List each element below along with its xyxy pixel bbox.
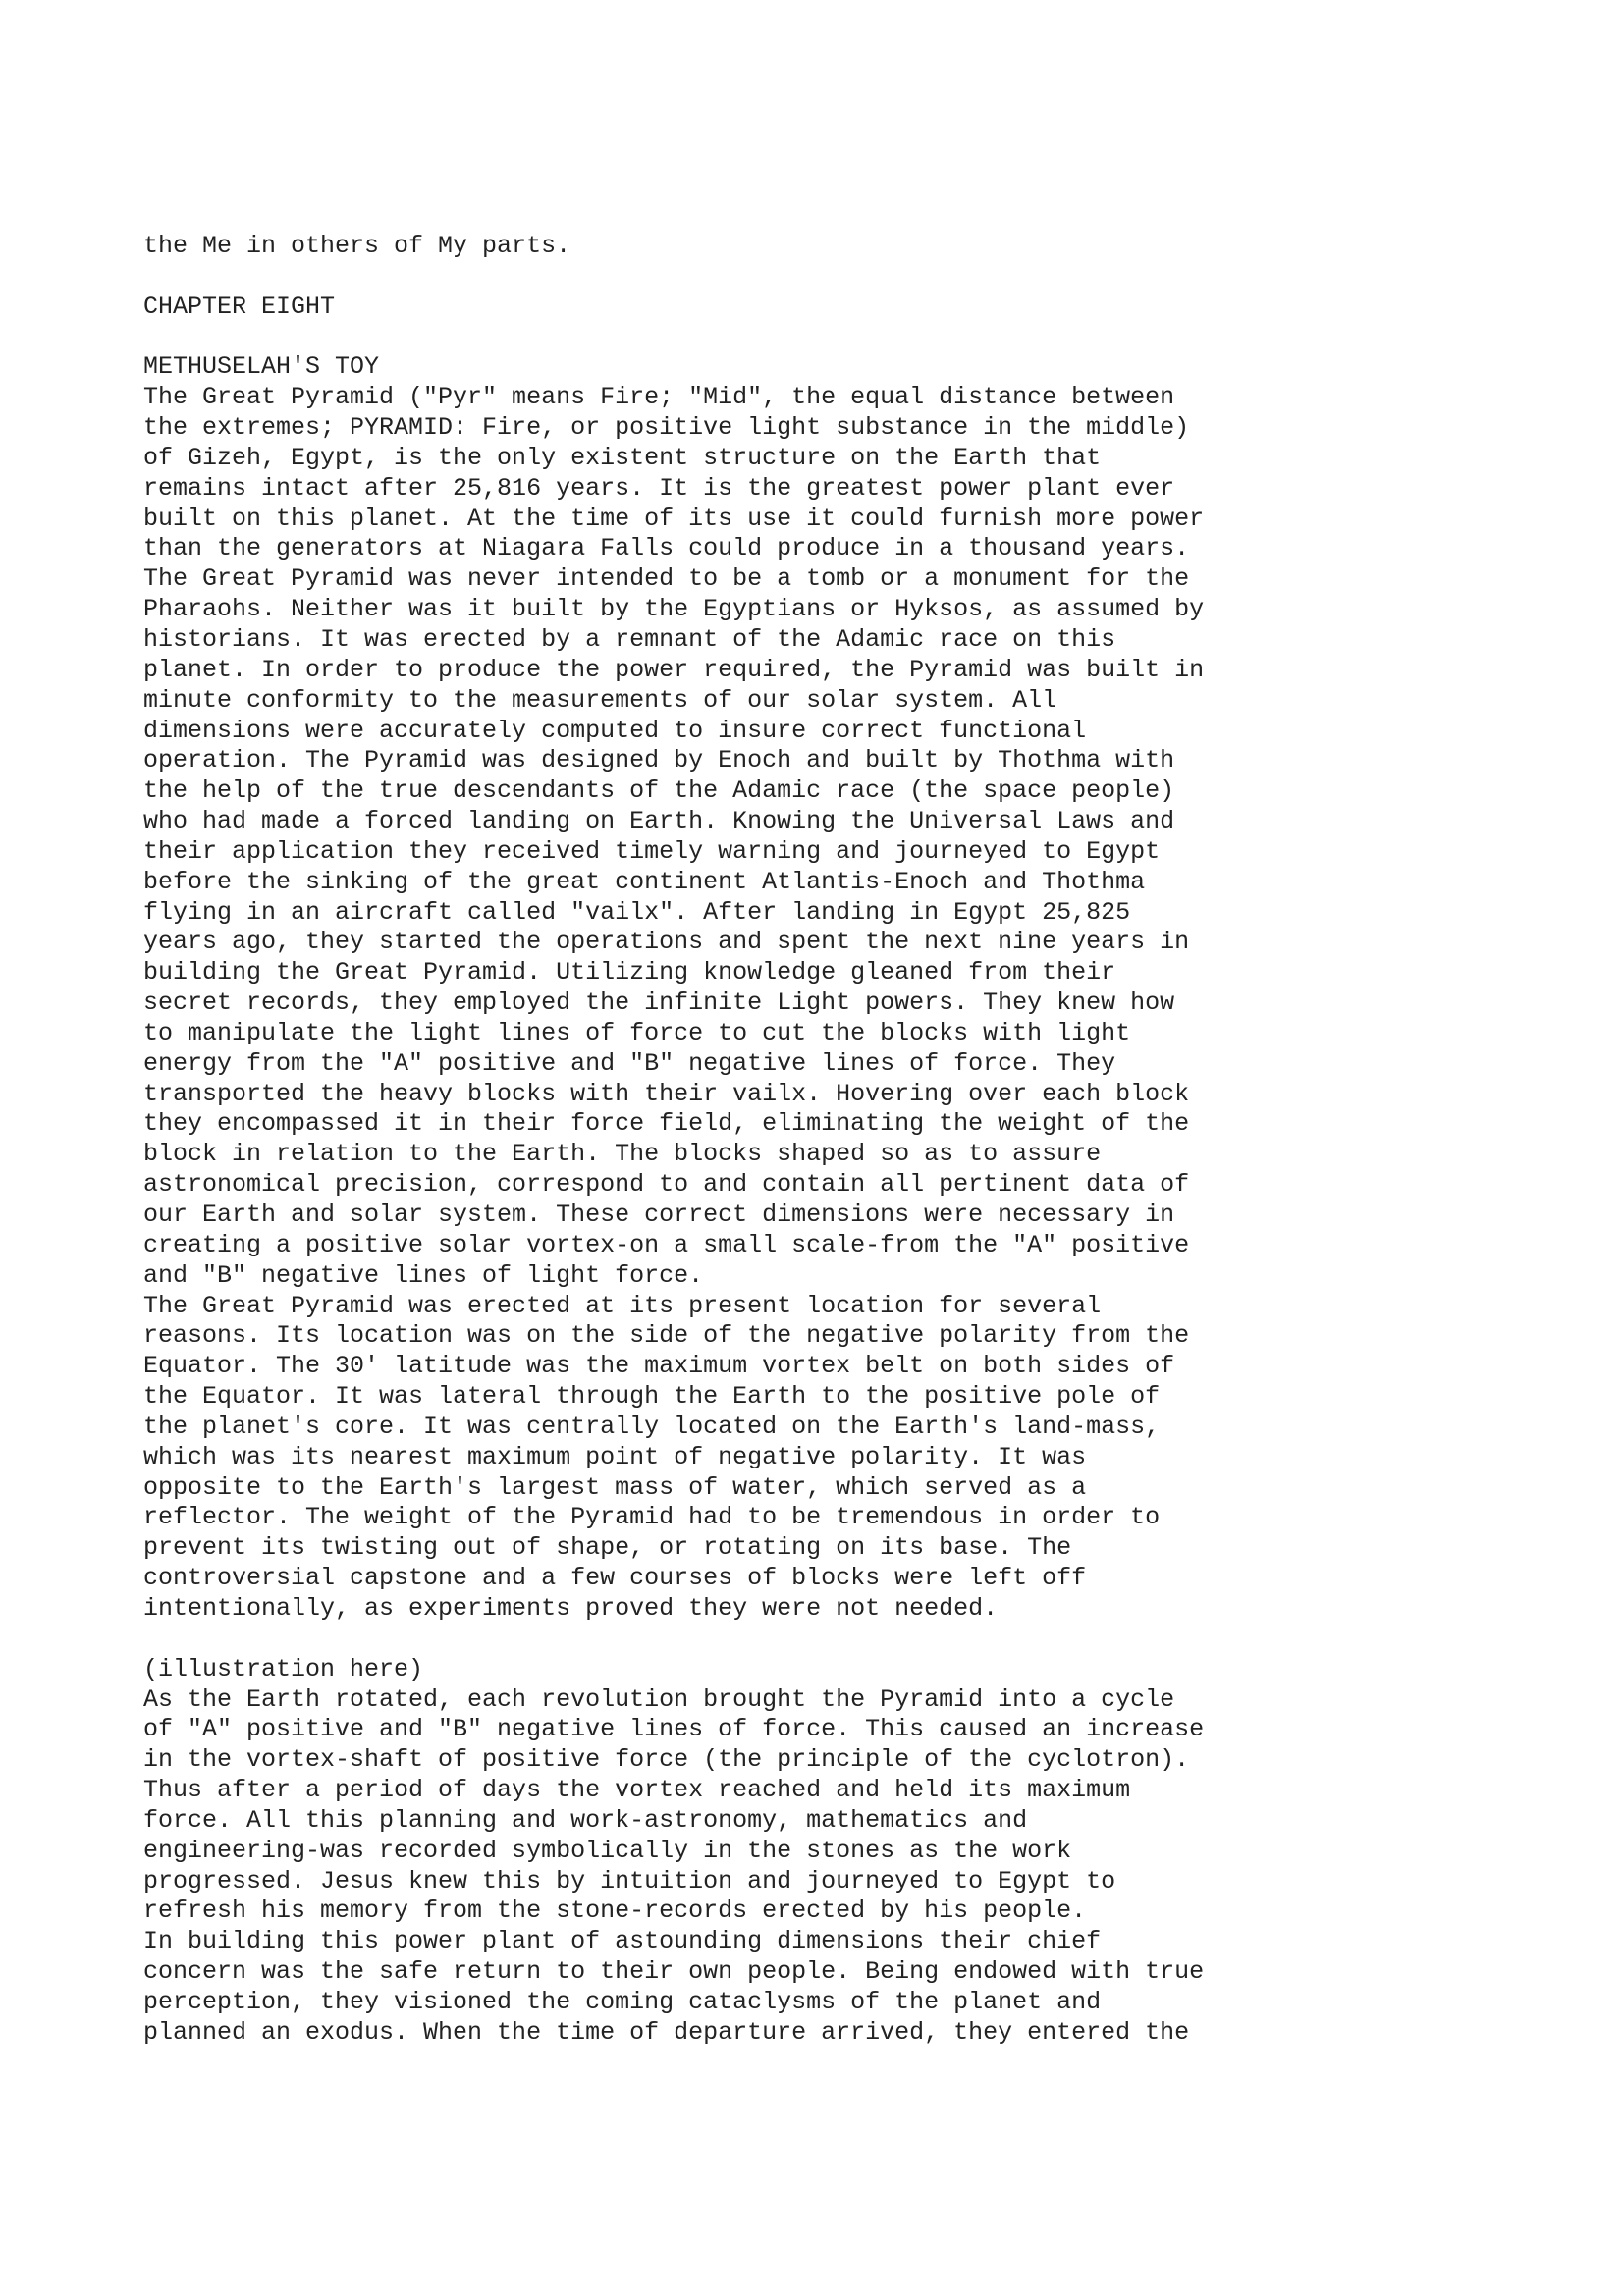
text-line: their application they received timely warning and journeyed to Egypt xyxy=(143,836,1161,866)
text-line: in the vortex-shaft of positive force (the principle of the cyclotron). xyxy=(143,1745,1190,1775)
text-line: than the generators at Niagara Falls could produce in a thousand years. xyxy=(143,534,1190,563)
text-line: prevent its twisting out of shape, or rotating on its base. The xyxy=(143,1533,1072,1563)
text-line: reflector. The weight of the Pyramid had to be tremendous in order to xyxy=(143,1503,1161,1532)
text-line: The Great Pyramid was never intended to be a tomb or a monument for the xyxy=(143,564,1190,594)
text-line: historians. It was erected by a remnant of the Adamic race on this xyxy=(143,624,1116,654)
text-line: reasons. Its location was on the side of the negative polarity from the xyxy=(143,1321,1190,1351)
text-line: minute conformity to the measurements of our solar system. All xyxy=(143,685,1057,715)
text-line: the Equator. It was lateral through the Earth to the positive pole of xyxy=(143,1382,1161,1412)
text-line: who had made a forced landing on Earth. Knowing the Universal Laws and xyxy=(143,807,1175,836)
text-line: force. All this planning and work-astronomy, mathematics and xyxy=(143,1805,1028,1835)
text-line: and "B" negative lines of light force. xyxy=(143,1260,704,1290)
text-line: which was its nearest maximum point of negative polarity. It was xyxy=(143,1442,1087,1471)
chapter-heading xyxy=(143,293,1518,323)
document-page xyxy=(143,232,1518,2049)
text-line: building the Great Pyramid. Utilizing knowledge gleaned from their xyxy=(143,958,1116,988)
text-paragraph xyxy=(143,1655,1518,2049)
text-line: Pharaohs. Neither was it built by the Egyptians or Hyksos, as assumed by xyxy=(143,595,1205,624)
text-line: creating a positive solar vortex-on a small scale-from the "A" positive xyxy=(143,1230,1190,1259)
text-line: Thus after a period of days the vortex reached and held its maximum xyxy=(143,1776,1131,1805)
text-paragraph xyxy=(143,232,1518,262)
text-line: opposite to the Earth's largest mass of water, which served as a xyxy=(143,1472,1087,1502)
text-line: remains intact after 25,816 years. It is the greatest power plant ever xyxy=(143,473,1175,503)
text-line: Equator. The 30' latitude was the maximum vortex belt on both sides of xyxy=(143,1352,1175,1381)
paragraph-gap xyxy=(143,262,1518,293)
text-line: perception, they visioned the coming cataclysms of the planet and xyxy=(143,1987,1102,2016)
text-line: of "A" positive and "B" negative lines of force. This caused an increase xyxy=(143,1715,1205,1744)
paragraph-gap xyxy=(143,1625,1518,1655)
text-line: before the sinking of the great continent Atlantis-Enoch and Thothma xyxy=(143,867,1146,896)
text-paragraph xyxy=(143,352,1518,1624)
text-line: the extremes; PYRAMID: Fire, or positive light substance in the middle) xyxy=(143,413,1190,443)
text-line: As the Earth rotated, each revolution brought the Pyramid into a cycle xyxy=(143,1684,1175,1714)
text-line: planned an exodus. When the time of departure arrived, they entered the xyxy=(143,2017,1190,2047)
text-line: In building this power plant of astounding dimensions their chief xyxy=(143,1927,1102,1956)
text-line: concern was the safe return to their own people. Being endowed with true xyxy=(143,1957,1205,1987)
text-line: planet. In order to produce the power required, the Pyramid was built in xyxy=(143,655,1205,684)
text-line: to manipulate the light lines of force to cut the blocks with light xyxy=(143,1018,1131,1047)
text-line: The Great Pyramid ("Pyr" means Fire; "Mid", the equal distance between xyxy=(143,383,1175,412)
text-line: block in relation to the Earth. The blocks shaped so as to assure xyxy=(143,1140,1102,1169)
text-line: of Gizeh, Egypt, is the only existent structure on the Earth that xyxy=(143,443,1102,472)
text-line: the Me in others of My parts. xyxy=(143,232,571,260)
text-line: dimensions were accurately computed to insure correct functional xyxy=(143,716,1087,745)
text-line: The Great Pyramid was erected at its present location for several xyxy=(143,1291,1102,1320)
paragraph-gap xyxy=(143,323,1518,353)
text-line: progressed. Jesus knew this by intuition and journeyed to Egypt to xyxy=(143,1866,1116,1896)
text-line: engineering-was recorded symbolically in the stones as the work xyxy=(143,1836,1072,1865)
text-line: they encompassed it in their force field, eliminating the weight of the xyxy=(143,1109,1190,1139)
text-line: years ago, they started the operations and spent the next nine years in xyxy=(143,928,1190,957)
text-line: energy from the "A" positive and "B" negative lines of force. They xyxy=(143,1048,1116,1078)
text-line: the planet's core. It was centrally located on the Earth's land-mass, xyxy=(143,1412,1161,1441)
text-line: CHAPTER EIGHT xyxy=(143,292,336,321)
text-line: flying in an aircraft called "vailx". After landing in Egypt 25,825 xyxy=(143,897,1131,927)
text-line: our Earth and solar system. These correct dimensions were necessary in xyxy=(143,1201,1175,1229)
text-line: METHUSELAH'S TOY xyxy=(143,352,380,382)
text-line: secret records, they employed the infinite Light powers. They knew how xyxy=(143,988,1175,1018)
text-line: the help of the true descendants of the Adamic race (the space people) xyxy=(143,776,1175,806)
text-line: astronomical precision, correspond to and contain all pertinent data of xyxy=(143,1170,1190,1200)
text-line: built on this planet. At the time of its use it could furnish more power xyxy=(143,504,1205,533)
text-line: refresh his memory from the stone-records erected by his people. xyxy=(143,1896,1087,1926)
text-line: intentionally, as experiments proved they were not needed. xyxy=(143,1593,999,1623)
text-line: controversial capstone and a few courses of blocks were left off xyxy=(143,1564,1087,1593)
text-line: (illustration here) xyxy=(143,1654,424,1683)
text-line: operation. The Pyramid was designed by Enoch and built by Thothma with xyxy=(143,746,1175,775)
text-line: transported the heavy blocks with their vailx. Hovering over each block xyxy=(143,1079,1190,1108)
